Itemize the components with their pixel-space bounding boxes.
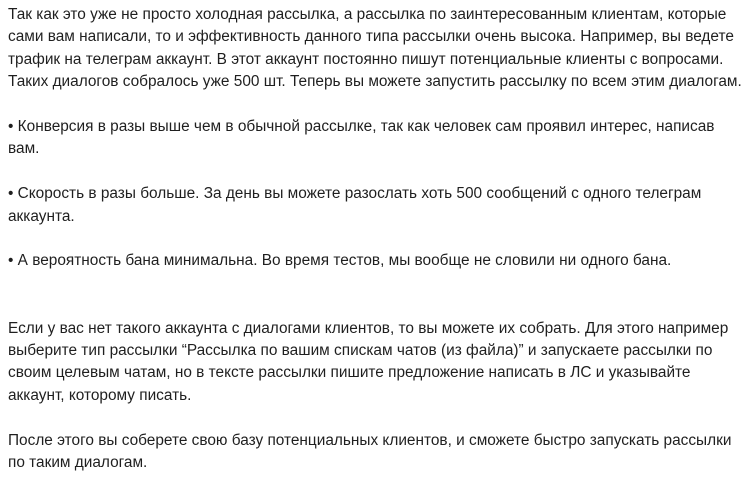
- spacer: [8, 94, 744, 116]
- document-body: [8, 4, 744, 474]
- bullet-speed: • Скорость в разы больше. За день вы можете разослать хоть 500 сообщений с одного телеграм аккаунта.: [8, 185, 702, 225]
- bullet-ban-risk: • А вероятность бана минимальна. Во время тестов, мы вообще не словили ни одного бана.: [8, 252, 672, 270]
- conclusion-paragraph: После этого вы соберете свою базу потенциальных клиентов, и сможете быстро запускать рассылки по таким диалогам.: [8, 431, 732, 472]
- spacer: [8, 273, 744, 318]
- spacer: [8, 161, 744, 183]
- spacer: [8, 228, 744, 250]
- intro-paragraph: Так как это уже не просто холодная рассылка, а рассылка по заинтересованным клиентам, которые сами вам написали, то и эффективность данного типа рассылки очень высока. Например, вы ведете трафик на телеграм аккаунт. В этот аккаунт постоянно пишут потенциальные клиенты с вопросами. Таких диалогов собралось уже 500 шт. Теперь вы можете запустить рассылку по всем этим диалогам.: [8, 6, 742, 91]
- bullet-conversion: • Конверсия в разы выше чем в обычной рассылке, так как человек сам проявил интерес, написав вам.: [8, 118, 715, 158]
- collect-accounts-paragraph: Если у вас нет такого аккаунта с диалогами клиентов, то вы можете их собрать. Для этого например выберите тип рассылки “Рассылка по вашим спискам чатов (из файла)” и запускаете рассылки по своим целевым чатам, но в тексте рассылки пишите предложение написать в ЛС и указывайте аккаунт, которому писать.: [8, 319, 729, 404]
- spacer: [8, 407, 744, 429]
